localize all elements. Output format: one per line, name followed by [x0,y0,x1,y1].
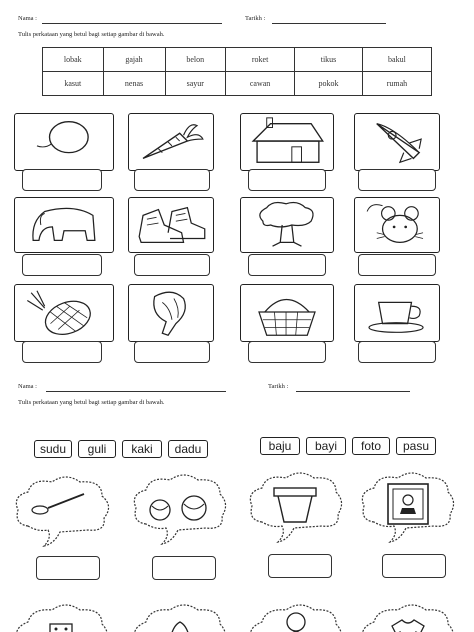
tree-icon [241,198,333,252]
word-cell: pokok [295,72,363,96]
word-cell: lobak [43,48,104,72]
basket-icon [241,285,333,341]
answer-box[interactable] [358,254,436,276]
dice-icon [10,598,114,632]
word-row [43,72,432,96]
word-cell: tikus [295,48,363,72]
word-row [43,48,432,72]
cup-icon [355,285,439,341]
word-chip: foto [352,437,390,455]
shoes-icon [129,198,213,252]
answer-box[interactable] [358,169,436,191]
word-cell: sayur [165,72,226,96]
carrot-icon [129,114,213,170]
balloon-icon [15,114,113,170]
word-cell: rumah [362,72,431,96]
nama-label: Nama : [18,383,37,390]
picture-frame [14,284,114,342]
answer-box[interactable] [134,341,210,363]
marbles-icon [130,472,230,546]
answer-box[interactable] [248,169,326,191]
answer-box[interactable] [152,556,216,580]
answer-box[interactable] [22,254,102,276]
word-chip: kaki [122,440,162,458]
cloud-frame [246,596,346,632]
picture-frame [240,197,334,253]
word-chip: pasu [396,437,436,455]
word-cell: belon [165,48,226,72]
picture-frame [354,197,440,253]
cloud-frame [130,598,230,632]
answer-box[interactable] [22,169,102,191]
tarikh-label: Tarikh : [268,383,289,390]
answer-box[interactable] [134,169,210,191]
cloud-frame [358,596,458,632]
cloud-frame [246,468,346,544]
word-cell: roket [226,48,295,72]
baby-icon [246,596,346,632]
shirt-icon [358,596,458,632]
word-bank-table [42,47,432,96]
answer-box[interactable] [248,254,326,276]
picture-frame [354,284,440,342]
picture-frame [14,113,114,171]
word-chip: dadu [168,440,208,458]
instruction-text: Tulis perkataan yang betul bagi setiap gambar di bawah. [18,31,165,38]
word-cell: gajah [103,48,165,72]
picture-frame [354,113,440,171]
pot-icon [246,468,346,544]
answer-box[interactable] [248,341,326,363]
answer-box[interactable] [22,341,102,363]
cloud-frame [10,472,114,548]
answer-box[interactable] [382,554,446,578]
answer-box[interactable] [358,341,436,363]
nama-label: Nama : [18,15,37,22]
cloud-frame [358,468,458,544]
cloud-frame [130,472,230,546]
answer-box[interactable] [134,254,210,276]
word-chip: sudu [34,440,72,458]
picture-frame [240,113,334,171]
vegetable-icon [129,285,213,341]
foot-icon [130,598,230,632]
rocket-icon [355,114,439,170]
answer-box[interactable] [268,554,332,578]
spoon-icon [10,472,114,548]
nama-line[interactable] [42,23,222,24]
tarikh-line[interactable] [272,23,386,24]
house-icon [241,114,333,170]
picture-frame [240,284,334,342]
word-chip: bayi [306,437,346,455]
instruction-text: Tulis perkataan yang betul bagi setiap gambar di bawah. [18,399,165,406]
elephant-icon [15,198,113,252]
nama-line[interactable] [46,391,226,392]
word-cell: cawan [226,72,295,96]
picture-frame [128,284,214,342]
tarikh-label: Tarikh : [245,15,266,22]
word-chip: guli [78,440,116,458]
answer-box[interactable] [36,556,100,580]
word-cell: nenas [103,72,165,96]
word-cell: kasut [43,72,104,96]
word-cell: bakul [362,48,431,72]
pineapple-icon [15,285,113,341]
mouse-icon [355,198,439,252]
photo-frame-icon [358,468,458,544]
word-chip: baju [260,437,300,455]
cloud-frame [10,598,114,632]
tarikh-line[interactable] [296,391,410,392]
picture-frame [14,197,114,253]
picture-frame [128,113,214,171]
picture-frame [128,197,214,253]
